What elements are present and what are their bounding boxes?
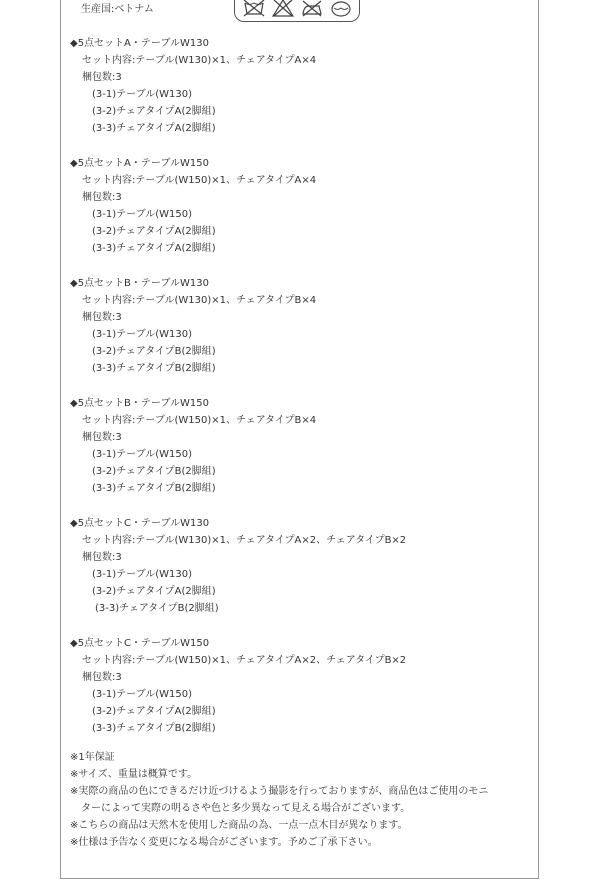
spec-change-note: ※仕様は予告なく変更になる場合がございます。予めご了承下さい。 (70, 837, 378, 848)
package-count: 梱包数:3 (82, 72, 122, 83)
package-count: 梱包数:3 (82, 552, 122, 563)
set-block (70, 35, 530, 137)
package-count: 梱包数:3 (82, 192, 122, 203)
set-content: セット内容:テーブル(W150)×1、チェアタイプB×4 (82, 415, 317, 426)
package-item: (3-2)チェアタイプA(2脚組) (92, 226, 216, 237)
no-wash-icon (242, 0, 266, 18)
dry-clean-icon (329, 0, 353, 18)
set-title: ◆5点セットB・テーブルW150 (70, 398, 209, 409)
package-item: (3-2)チェアタイプA(2脚組) (92, 106, 216, 117)
warranty-note: ※1年保証 (70, 752, 115, 763)
package-item: (3-1)テーブル(W130) (92, 89, 193, 100)
package-item: (3-2)チェアタイプA(2脚組) (92, 706, 216, 717)
package-item: (3-1)テーブル(W130) (92, 569, 193, 580)
set-title: ◆5点セットA・テーブルW130 (70, 38, 209, 49)
set-block (70, 635, 530, 737)
set-content: セット内容:テーブル(W130)×1、チェアタイプA×2、チェアタイプB×2 (82, 535, 407, 546)
color-note-continued: ターによって実際の明るさや色と多少異なって見える場合がございます。 (81, 803, 411, 814)
set-content: セット内容:テーブル(W150)×1、チェアタイプA×4 (82, 175, 317, 186)
set-title: ◆5点セットC・テーブルW130 (70, 518, 210, 529)
package-item: (3-3)チェアタイプB(2脚組) (95, 603, 219, 614)
package-item: (3-3)チェアタイプB(2脚組) (92, 363, 216, 374)
package-item: (3-3)チェアタイプB(2脚組) (92, 723, 216, 734)
package-item: (3-1)テーブル(W130) (92, 329, 193, 340)
set-block (70, 155, 530, 257)
wood-grain-note: ※こちらの商品は天然木を使用した商品の為、一点一点木目が異なります。 (70, 820, 408, 831)
package-item: (3-1)テーブル(W150) (92, 689, 193, 700)
origin-country: 生産国:ベトナム (81, 4, 154, 15)
set-content: セット内容:テーブル(W130)×1、チェアタイプA×4 (82, 55, 317, 66)
package-count: 梱包数:3 (82, 312, 122, 323)
set-block (70, 515, 530, 617)
set-title: ◆5点セットA・テーブルW150 (70, 158, 209, 169)
package-item: (3-1)テーブル(W150) (92, 449, 193, 460)
care-symbols (234, 0, 360, 22)
package-count: 梱包数:3 (82, 432, 122, 443)
set-content: セット内容:テーブル(W130)×1、チェアタイプB×4 (82, 295, 317, 306)
package-item: (3-2)チェアタイプB(2脚組) (92, 346, 216, 357)
package-count: 梱包数:3 (82, 672, 122, 683)
set-block (70, 275, 530, 377)
set-title: ◆5点セットC・テーブルW150 (70, 638, 210, 649)
package-item: (3-3)チェアタイプA(2脚組) (92, 243, 216, 254)
package-item: (3-2)チェアタイプB(2脚組) (92, 466, 216, 477)
package-item: (3-2)チェアタイプA(2脚組) (92, 586, 216, 597)
package-item: (3-1)テーブル(W150) (92, 209, 193, 220)
set-content: セット内容:テーブル(W150)×1、チェアタイプA×2、チェアタイプB×2 (82, 655, 407, 666)
no-iron-icon (300, 0, 324, 18)
set-title: ◆5点セットB・テーブルW130 (70, 278, 209, 289)
no-bleach-icon (271, 0, 295, 18)
set-block (70, 395, 530, 497)
size-weight-note: ※サイズ、重量は概算です。 (70, 769, 198, 780)
package-item: (3-3)チェアタイプB(2脚組) (92, 483, 216, 494)
package-item: (3-3)チェアタイプA(2脚組) (92, 123, 216, 134)
set-list (70, 35, 530, 755)
color-note: ※実際の商品の色にできるだけ近づけるよう撮影を行っておりますが、商品色はご使用のモニ (70, 786, 489, 797)
notes-section (70, 749, 530, 851)
